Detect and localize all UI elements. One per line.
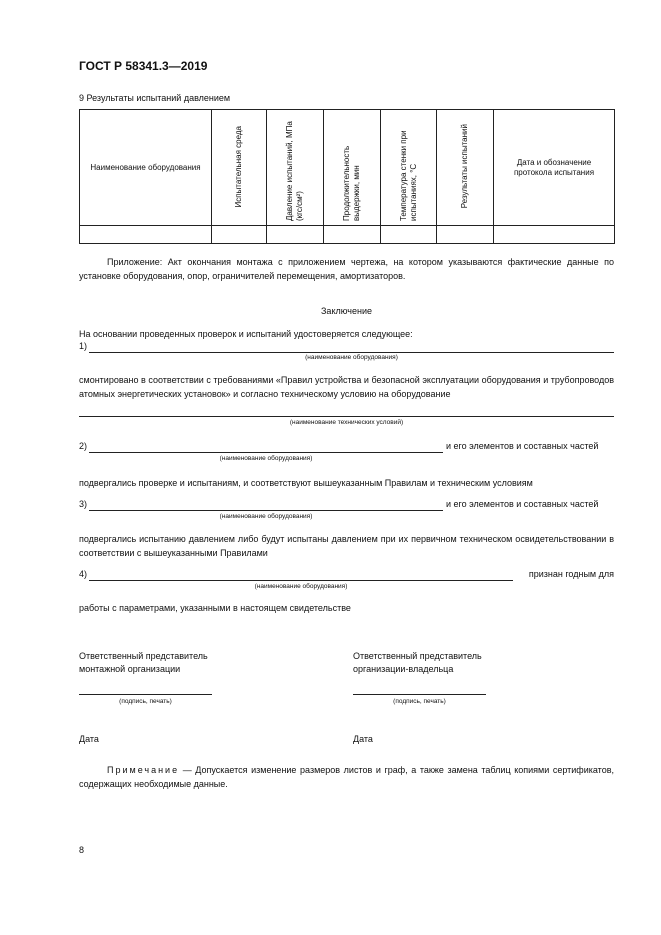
table-cell[interactable]: [212, 226, 267, 244]
table-cell[interactable]: [381, 226, 437, 244]
right-signer-line1: Ответственный представитель: [353, 651, 482, 661]
conclusion-title: Заключение: [321, 306, 372, 316]
col-header-medium: Испытательная среда: [212, 110, 267, 226]
document-code: ГОСТ Р 58341.3—2019: [79, 59, 208, 73]
item4-caption: (наименование оборудования): [254, 583, 348, 590]
tech-conditions-caption: (наименование технических условий): [289, 419, 404, 426]
table-cell[interactable]: [80, 226, 212, 244]
item3-number: 3): [79, 499, 88, 509]
table-row: [80, 226, 615, 244]
right-date-label: Дата: [353, 734, 373, 744]
item4-text: работы с параметрами, указанными в настоящем свидетельстве: [79, 603, 351, 613]
item1-number: 1): [79, 341, 88, 351]
item4-suffix: признан годным для: [528, 569, 614, 579]
item3-suffix: и его элементов и составных частей: [446, 499, 599, 509]
item3-text: подвергались испытанию давлением либо будут испытаны давлением при их первичном техническом освидетельствовании в соответствии с вышеуказанными Правилами: [79, 534, 614, 558]
item4-number: 4): [79, 569, 88, 579]
right-signature-line[interactable]: [353, 694, 486, 695]
item1-fill-line[interactable]: [89, 352, 614, 353]
note-text: — Допускается изменение размеров листов и граф, а также замена таблиц копиями сертификатов, содержащих необходимые данные.: [79, 765, 614, 789]
item2-suffix: и его элементов и составных частей: [446, 441, 599, 451]
item1-text: смонтировано в соответствии с требованиями «Правил устройства и безопасной эксплуатации оборудования и трубопроводов атомных энергетических установок» и согласно техническому условию на оборудование: [79, 375, 614, 399]
right-signer-line2: организации-владельца: [353, 664, 454, 674]
col-header-protocol: Дата и обозначение протокола испытания: [494, 110, 615, 226]
conclusion-intro: На основании проведенных проверок и испытаний удостоверяется следующее:: [79, 329, 413, 339]
item2-fill-line[interactable]: [89, 452, 443, 453]
col-header-equipment: Наименование оборудования: [80, 110, 212, 226]
right-signature-caption: (подпись, печать): [393, 698, 446, 705]
table-cell[interactable]: [494, 226, 615, 244]
col-header-results: Результаты испытаний: [437, 110, 494, 226]
left-signer-line2: монтажной организации: [79, 664, 181, 674]
left-date-label: Дата: [79, 734, 99, 744]
col-header-temperature: Температура стенки при испытаниях, °С: [381, 110, 437, 226]
col-header-pressure: Давление испытаний, МПа (кгс/см²): [267, 110, 324, 226]
left-signer-line1: Ответственный представитель: [79, 651, 208, 661]
tech-conditions-fill-line[interactable]: [79, 416, 614, 417]
right-signer-title: [353, 650, 482, 676]
table-cell[interactable]: [324, 226, 381, 244]
left-signature-line[interactable]: [79, 694, 212, 695]
table-cell[interactable]: [437, 226, 494, 244]
item3-caption: (наименование оборудования): [219, 513, 313, 520]
table-cell[interactable]: [267, 226, 324, 244]
item4-fill-line[interactable]: [89, 580, 513, 581]
left-signature-caption: (подпись, печать): [119, 698, 172, 705]
col-header-duration: Продолжительность выдержки, мин: [324, 110, 381, 226]
table-header-row: [80, 110, 615, 226]
page-number: 8: [79, 845, 85, 855]
section-title: 9 Результаты испытаний давлением: [79, 93, 231, 103]
results-table: [79, 109, 615, 244]
item2-number: 2): [79, 441, 88, 451]
appendix-note: Приложение: Акт окончания монтажа с приложением чертежа, на котором указываются фактические данные по установке оборудования, опор, ограничителей перемещения, амортизаторов.: [79, 257, 614, 281]
note: [79, 763, 614, 791]
item3-fill-line[interactable]: [89, 510, 443, 511]
note-label: Примечание: [107, 765, 180, 775]
item2-caption: (наименование оборудования): [219, 455, 313, 462]
item1-caption: (наименование оборудования): [305, 354, 398, 361]
left-signer-title: [79, 650, 208, 676]
item2-text: подвергались проверке и испытаниям, и соответствуют вышеуказанным Правилам и техническим условиям: [79, 478, 533, 488]
